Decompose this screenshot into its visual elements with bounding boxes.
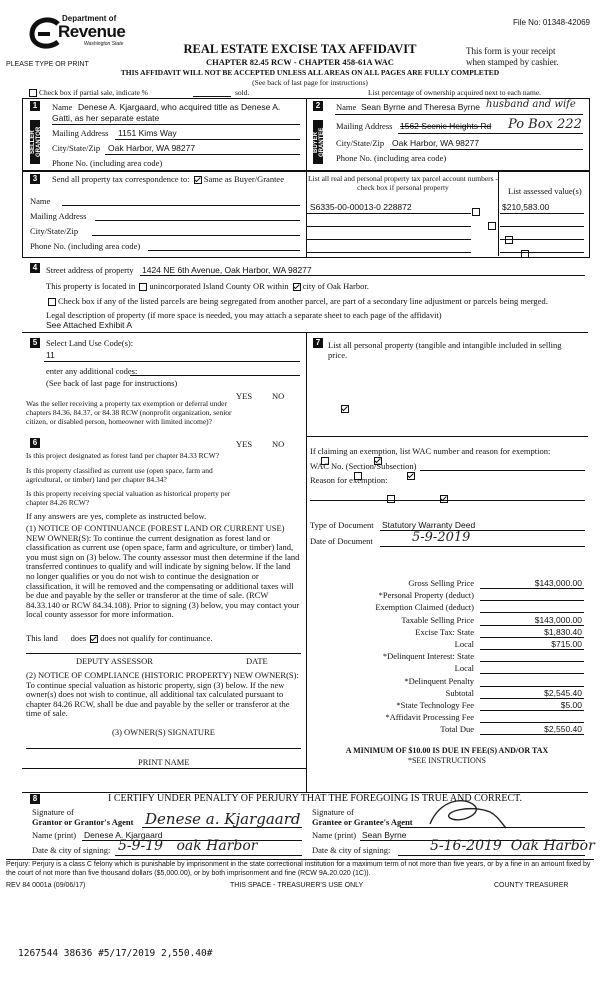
tax-row-line xyxy=(480,698,584,699)
tax-row-label: Excise Tax: State xyxy=(415,626,474,637)
seller-mail-label: Mailing Address xyxy=(52,128,109,138)
doc-type-label: Type of Document xyxy=(310,520,374,530)
tax-row-label: *Personal Property (deduct) xyxy=(378,590,474,601)
assessed-line-4 xyxy=(500,252,584,253)
city-of-label: city of Oak Harbor. xyxy=(302,281,369,291)
parcel-divider xyxy=(498,170,499,256)
dor-logo xyxy=(28,14,138,56)
segregated-line xyxy=(46,296,548,306)
doc-type-line xyxy=(380,530,585,531)
tax-row-label: *State Technology Fee xyxy=(396,700,474,710)
logo-revenue: Revenue xyxy=(58,22,126,41)
tax-calculation-table xyxy=(306,578,588,738)
tax-row-label: Exemption Claimed (deduct) xyxy=(375,602,474,613)
seller-mail[interactable]: 1151 Kims Way xyxy=(118,128,177,138)
corr-name-label: Name xyxy=(30,196,51,206)
grantor-sig-label1: Signature of xyxy=(32,807,74,817)
assessed-line-2 xyxy=(500,226,584,227)
unincorporated-checkbox[interactable] xyxy=(139,283,147,291)
grantee-name[interactable]: Sean Byrne xyxy=(362,830,407,840)
sec5-no: NO xyxy=(272,391,285,401)
located-line xyxy=(46,281,369,291)
tax-row-label: Local xyxy=(454,639,474,649)
tax-row-value[interactable]: $143,000.00 xyxy=(534,614,582,625)
seller-city-line xyxy=(105,154,300,155)
tax-row-label: Gross Selling Price xyxy=(408,578,474,588)
grantor-date-line xyxy=(115,855,302,856)
corr-city-line xyxy=(92,235,300,236)
tax-row-label: *Delinquent Penalty xyxy=(404,675,474,686)
grantee-signature[interactable] xyxy=(420,794,510,834)
tax-row-line xyxy=(480,600,584,601)
if-yes-note: If any answers are yes, complete as instructed below. xyxy=(26,511,207,521)
doc-date-line xyxy=(380,546,585,547)
tax-row-label: Local xyxy=(454,663,474,674)
this-land-label: This land xyxy=(26,633,58,643)
seller-city[interactable]: Oak Harbor, WA 98277 xyxy=(108,143,196,153)
doc-type[interactable]: Statutory Warranty Deed xyxy=(382,520,476,530)
reason-label: Reason for exemption: xyxy=(310,475,388,485)
tax-row-value[interactable]: $5.00 xyxy=(560,700,582,710)
does-not-checkbox[interactable] xyxy=(90,635,98,643)
historic-yes-checkbox[interactable] xyxy=(387,495,395,503)
segregated-checkbox[interactable] xyxy=(48,298,56,306)
grantee-date-label: Date & city of signing: xyxy=(312,845,391,855)
buyer-phone-label: Phone No. (including area code) xyxy=(336,153,447,163)
wac-label: WAC No. (Section/Subsection) xyxy=(310,461,417,471)
buyer-mail-struck[interactable]: 1562 Scenic Heights Rd xyxy=(400,121,492,131)
parcel-line-3 xyxy=(306,239,471,240)
grantor-sig-line xyxy=(142,827,302,828)
treasurer-space: THIS SPACE - TREASURER'S USE ONLY xyxy=(230,882,364,889)
deputy-date: DATE xyxy=(246,656,268,666)
additional-codes-line xyxy=(130,375,300,376)
sec6-no: NO xyxy=(272,439,285,449)
seller-name-label: Name xyxy=(52,102,73,112)
revision: REV 84 0001a (09/06/17) xyxy=(6,882,86,889)
section-4-bottom xyxy=(22,332,588,333)
tax-row-line xyxy=(480,637,584,638)
street-label: Street address of property xyxy=(46,265,134,275)
grantee-name-label: Name (print) xyxy=(312,830,357,840)
assessed-1[interactable]: $210,583.00 xyxy=(502,202,550,212)
sec5-yes: YES xyxy=(236,391,253,401)
owners-signature: (3) OWNER(S) SIGNATURE xyxy=(112,727,215,737)
unincorporated-label: unincorporated Island County OR within xyxy=(149,281,289,291)
seller-name-line xyxy=(52,124,300,125)
seller-side-label: SELLER GRANTOR xyxy=(30,120,40,164)
grantor-date-city[interactable]: 5-9-19 oak Harbor xyxy=(118,838,258,854)
section-6-number: 6 xyxy=(30,438,40,448)
grantor-sig-label2: Grantor or Grantor's Agent xyxy=(32,817,134,827)
seller-mail-line xyxy=(115,139,300,140)
exemption-no-checkbox[interactable] xyxy=(341,405,349,413)
historic-no-checkbox[interactable] xyxy=(440,495,448,503)
parcel-1-checkbox[interactable] xyxy=(472,208,480,216)
land-use-label: Select Land Use Code(s): xyxy=(46,338,134,348)
legal-description[interactable]: See Attached Exhibit A xyxy=(46,320,133,330)
file-number: File No: 01348-42069 xyxy=(513,18,590,27)
buyer-name[interactable]: Sean Byrne and Theresa Byrne xyxy=(361,102,480,112)
owner-sig-line xyxy=(26,748,301,749)
receipt-line2: when stamped by cashier. xyxy=(466,57,559,67)
section-3-number: 3 xyxy=(30,174,40,184)
tax-row-line xyxy=(480,649,584,650)
buyer-name-handwritten: husband and wife xyxy=(486,99,576,110)
same-as-buyer-checkbox[interactable] xyxy=(194,176,202,184)
form-title: REAL ESTATE EXCISE TAX AFFIDAVIT xyxy=(183,42,417,56)
grantor-date-label: Date & city of signing: xyxy=(32,845,111,855)
buyer-mail-handwritten: Po Box 222 xyxy=(508,117,582,132)
grantee-date-line xyxy=(398,855,585,856)
assessed-header: List assessed value(s) xyxy=(508,186,582,196)
sec6-yes: YES xyxy=(236,439,253,449)
buyer-city-line xyxy=(390,149,583,150)
partial-pct-line xyxy=(193,96,231,97)
parcel-4-checkbox[interactable] xyxy=(521,250,529,258)
section-2-number: 2 xyxy=(313,101,323,111)
partial-sale xyxy=(27,88,148,97)
reason-line xyxy=(310,500,585,501)
land-use-code[interactable]: 11 xyxy=(46,350,55,360)
tax-row-label: *Delinquent Interest: State xyxy=(382,651,474,662)
tax-row-line xyxy=(480,686,584,687)
buyer-name-line xyxy=(335,114,583,115)
section-4-number: 4 xyxy=(30,263,40,273)
list-pct-note: List percentage of ownership acquired next to each name. xyxy=(368,88,542,97)
parcel-line-1 xyxy=(306,213,471,214)
tax-row-line xyxy=(480,625,584,626)
tax-row-line xyxy=(480,673,584,674)
tax-row-value[interactable]: $143,000.00 xyxy=(534,578,582,588)
buyer-city[interactable]: Oak Harbor, WA 98277 xyxy=(392,138,480,148)
send-correspondence xyxy=(52,174,284,184)
sec7-personal-bottom xyxy=(306,436,588,437)
send-label: Send all property tax correspondence to: xyxy=(52,174,190,184)
doc-date-label: Date of Document xyxy=(310,536,373,546)
tax-row-label: Taxable Selling Price xyxy=(401,614,474,625)
cashier-stamp: 1267544 38636 #5/17/2019 2,550.40# xyxy=(18,948,213,959)
tax-row-line xyxy=(480,588,584,589)
please-type: PLEASE TYPE OR PRINT xyxy=(6,61,89,68)
tax-row-value[interactable]: $1,830.40 xyxy=(544,626,582,637)
seller-phone-label: Phone No. (including area code) xyxy=(52,158,163,168)
tax-row-line xyxy=(480,612,584,613)
corr-name-line xyxy=(62,205,300,206)
additional-codes: enter any additional codes: xyxy=(46,366,138,376)
doc-date[interactable]: 5-9-2019 xyxy=(412,530,471,545)
grantee-sig-line xyxy=(400,827,585,828)
exemption-claim: If claiming an exemption, list WAC number and reason for exemption: xyxy=(310,446,551,456)
street-line xyxy=(140,275,585,276)
see-back: (See back of last page for instructions) xyxy=(252,78,368,87)
current-use-question: Is this property classified as current use (open space, farm and agricultural, or timber) land per chapter 84.34? xyxy=(26,466,213,484)
seller-name-line2[interactable]: Gatti, as her separate estate xyxy=(52,113,160,123)
historic-question: Is this property receiving special valuation as historical property per chapter 84.26 RCW? xyxy=(26,489,231,507)
tax-row-line xyxy=(480,710,584,711)
buyer-mail-label: Mailing Address xyxy=(336,121,393,131)
print-name: PRINT NAME xyxy=(138,757,190,767)
does-label: does xyxy=(70,633,87,643)
deputy-line xyxy=(26,653,301,654)
corr-city-label: City/State/Zip xyxy=(30,226,79,236)
tax-row-line xyxy=(480,661,584,662)
notice-compliance: (2) NOTICE OF COMPLIANCE (HISTORIC PROPERTY) NEW OWNER(S): To continue special valuation as historic property, sign (3) below. If the new owner(s) does not wish to continue, all additional tax calculated pursuant to chapter 84.26 RCW, shall be due and payable by the seller or transferor at the time of sale. xyxy=(26,670,299,719)
section-7-number: 7 xyxy=(313,338,323,348)
exemption-question: Was the seller receiving a property tax exemption or deferral under chapters 84.36, 84.37, or 84.38 RCW (nonprofit organization, senior citizen, or disabled person, homeowner with limited income)? xyxy=(26,399,232,426)
seller-city-label: City/State/Zip xyxy=(52,143,101,153)
city-of-checkbox[interactable] xyxy=(293,283,301,291)
buyer-mail-line xyxy=(398,133,583,134)
assessed-line-1 xyxy=(500,213,584,214)
print-name-line xyxy=(22,768,306,769)
legal-label: Legal description of property (if more space is needed, you may attach a separate sheet to each page of the affidavit) xyxy=(46,310,442,320)
grantee-sig-label2: Grantee or Grantee's Agent xyxy=(312,817,413,827)
sold-label: sold. xyxy=(235,88,250,97)
section-8-number: 8 xyxy=(30,794,40,804)
form-warning: THIS AFFIDAVIT WILL NOT BE ACCEPTED UNLESS ALL AREAS ON ALL PAGES ARE FULLY COMPLETED xyxy=(120,68,500,77)
tax-row-value[interactable]: $715.00 xyxy=(551,639,582,649)
forest-question: Is this project designated as forest land per chapter 84.33 RCW? xyxy=(26,451,220,460)
parcel-line-4 xyxy=(306,252,471,253)
logo-state: Washington State xyxy=(84,41,124,47)
parcels-header: List all real and personal property tax parcel account numbers - check box if personal property xyxy=(308,174,498,192)
located-label: This property is located in xyxy=(46,281,136,291)
buyer-side-label: BUYER GRANTEE xyxy=(313,120,323,164)
assessed-line-3 xyxy=(500,239,584,240)
form-chapter: CHAPTER 82.45 RCW - CHAPTER 458-61A WAC xyxy=(206,57,394,67)
perjury-top xyxy=(6,859,594,860)
personal-property: List all personal property (tangible and intangible included in selling price. xyxy=(328,340,562,360)
minimum-due: A MINIMUM OF $10.00 IS DUE IN FEE(S) AND/OR TAX xyxy=(345,746,549,755)
corr-phone-line xyxy=(148,250,300,251)
tax-row-value[interactable]: $2,550.40 xyxy=(544,724,582,735)
tax-row-value[interactable]: $2,545.40 xyxy=(544,687,582,698)
section-5-number: 5 xyxy=(30,338,40,348)
wac-line xyxy=(420,470,585,471)
seller-name-line1[interactable]: Denese A. Kjargaard, who acquired title as Denese A. xyxy=(78,102,281,112)
corr-mail-label: Mailing Address xyxy=(30,211,87,221)
tax-row-line xyxy=(480,734,584,735)
grantee-sig-label1: Signature of xyxy=(312,807,354,817)
current-use-no-checkbox[interactable] xyxy=(407,472,415,480)
parcel-1[interactable]: S6335-00-00013-0 228872 xyxy=(310,202,412,212)
grantor-signature[interactable]: Denese a. Kjargaard xyxy=(145,810,301,828)
grantor-name-label: Name (print) xyxy=(32,830,77,840)
corr-phone-label: Phone No. (including area code) xyxy=(30,241,141,251)
deputy-assessor: DEPUTY ASSESSOR xyxy=(76,656,153,666)
section-1-number: 1 xyxy=(30,101,40,111)
county-treasurer: COUNTY TREASURER xyxy=(494,882,569,889)
perjury-notice: Perjury: Perjury is a class C felony which is punishable by imprisonment in the state correctional institution for a maximum term of not more than five years, or by a fine in an amount fixed by the court of not more than five thousand dollars ($5,000.00), or by both imprisonment and fine (RCW 9A.20.020 (1C)). xyxy=(6,861,591,877)
grantee-date-city[interactable]: 5-16-2019 Oak Harbor xyxy=(430,838,595,854)
partial-sale-label: Check box if partial sale, indicate % xyxy=(39,88,148,97)
same-as-buyer-label: Same as Buyer/Grantee xyxy=(203,174,284,184)
tax-row-line xyxy=(480,722,584,723)
buyer-city-label: City/State/Zip xyxy=(336,138,385,148)
grantor-name[interactable]: Denese A. Kjargaard xyxy=(84,830,163,840)
does-not-label: does not qualify for continuance. xyxy=(100,633,213,643)
parcel-line-2 xyxy=(306,226,471,227)
notice-continuance: (1) NOTICE OF CONTINUANCE (FOREST LAND OR CURRENT USE) NEW OWNER(S): To continue the current designation as forest land or classification as current use (open space, farm and agriculture, or timber) land, you must sign on (3) below. The county assessor must then determine if the land transferred continues to qualify and will indicate by signing below. If the land no longer qualifies or you do not wish to continue the designation or classification, it will be removed and the compensating or additional taxes will be due and payable by the seller or transferor at the time of sale. (RCW 84.33.140 or RCW 84.34.108). Prior to signing (3) below, you may contact your local county assessor for more information. xyxy=(26,523,300,620)
certify-statement: I CERTIFY UNDER PENALTY OF PERJURY THAT THE FOREGOING IS TRUE AND CORRECT. xyxy=(108,793,522,804)
segregated-label: Check box if any of the listed parcels are being segregated from another parcel, are part of a secondary line adjustment or parcels being merged. xyxy=(58,296,548,306)
corr-mail-line xyxy=(95,220,300,221)
land-use-see-back: (See back of last page for instructions) xyxy=(46,378,178,388)
tax-row-label: Total Due xyxy=(440,724,474,735)
partial-sale-checkbox[interactable] xyxy=(29,89,37,97)
buyer-name-label: Name xyxy=(336,102,357,112)
land-use-line xyxy=(44,361,300,362)
parcel-2-checkbox[interactable] xyxy=(488,222,496,230)
receipt-line1: This form is your receipt xyxy=(466,46,556,56)
see-instructions: *SEE INSTRUCTIONS xyxy=(407,756,486,765)
street-address[interactable]: 1424 NE 6th Avenue, Oak Harbor, WA 98277 xyxy=(142,265,312,275)
logo-dept: Department of xyxy=(62,14,117,23)
qualify-line xyxy=(26,633,212,643)
tax-row-label: *Affidavit Processing Fee xyxy=(385,712,474,723)
tax-row-label: Subtotal xyxy=(445,687,474,698)
